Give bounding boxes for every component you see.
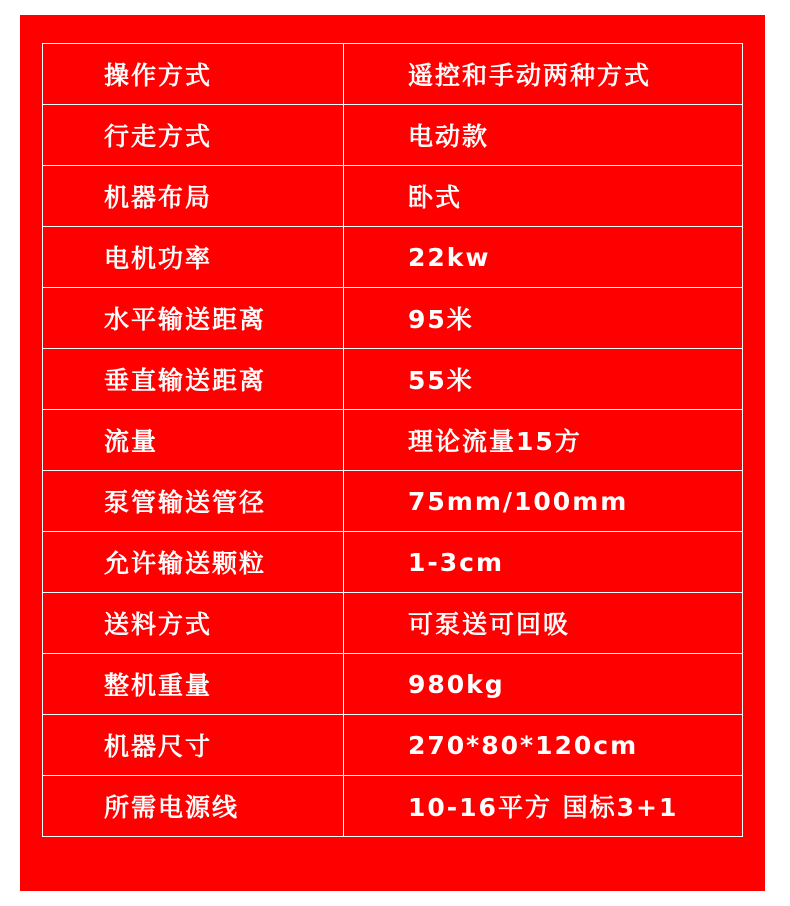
spec-label: 水平输送距离: [43, 288, 344, 349]
spec-value: 电动款: [344, 105, 743, 166]
spec-row-flow: [43, 410, 743, 471]
spec-value: 75mm/100mm: [344, 471, 743, 532]
spec-value: 10-16平方 国标3+1: [344, 776, 743, 837]
spec-row-power-cable: [43, 776, 743, 837]
spec-row-feeding-mode: [43, 593, 743, 654]
spec-value: 22kw: [344, 227, 743, 288]
spec-label: 机器布局: [43, 166, 344, 227]
spec-value: 可泵送可回吸: [344, 593, 743, 654]
spec-row-dimensions: [43, 715, 743, 776]
spec-row-vertical-distance: [43, 349, 743, 410]
spec-label: 所需电源线: [43, 776, 344, 837]
spec-row-motor-power: [43, 227, 743, 288]
spec-label: 操作方式: [43, 44, 344, 105]
spec-value: 980kg: [344, 654, 743, 715]
spec-label: 泵管输送管径: [43, 471, 344, 532]
spec-value: 95米: [344, 288, 743, 349]
spec-label: 电机功率: [43, 227, 344, 288]
spec-row-weight: [43, 654, 743, 715]
spec-row-horizontal-distance: [43, 288, 743, 349]
spec-row-particle-size: [43, 532, 743, 593]
spec-label: 机器尺寸: [43, 715, 344, 776]
spec-label: 行走方式: [43, 105, 344, 166]
spec-value: 270*80*120cm: [344, 715, 743, 776]
spec-label: 垂直输送距离: [43, 349, 344, 410]
spec-label: 流量: [43, 410, 344, 471]
spec-value: 理论流量15方: [344, 410, 743, 471]
spec-label: 送料方式: [43, 593, 344, 654]
spec-value: 卧式: [344, 166, 743, 227]
spec-value: 55米: [344, 349, 743, 410]
spec-value: 1-3cm: [344, 532, 743, 593]
spec-value: 遥控和手动两种方式: [344, 44, 743, 105]
spec-label: 允许输送颗粒: [43, 532, 344, 593]
spec-label: 整机重量: [43, 654, 344, 715]
spec-row-travel-mode: [43, 105, 743, 166]
spec-table: [42, 43, 743, 837]
spec-row-layout: [43, 166, 743, 227]
spec-row-operation-mode: [43, 44, 743, 105]
spec-panel: [20, 15, 765, 891]
spec-row-pipe-diameter: [43, 471, 743, 532]
